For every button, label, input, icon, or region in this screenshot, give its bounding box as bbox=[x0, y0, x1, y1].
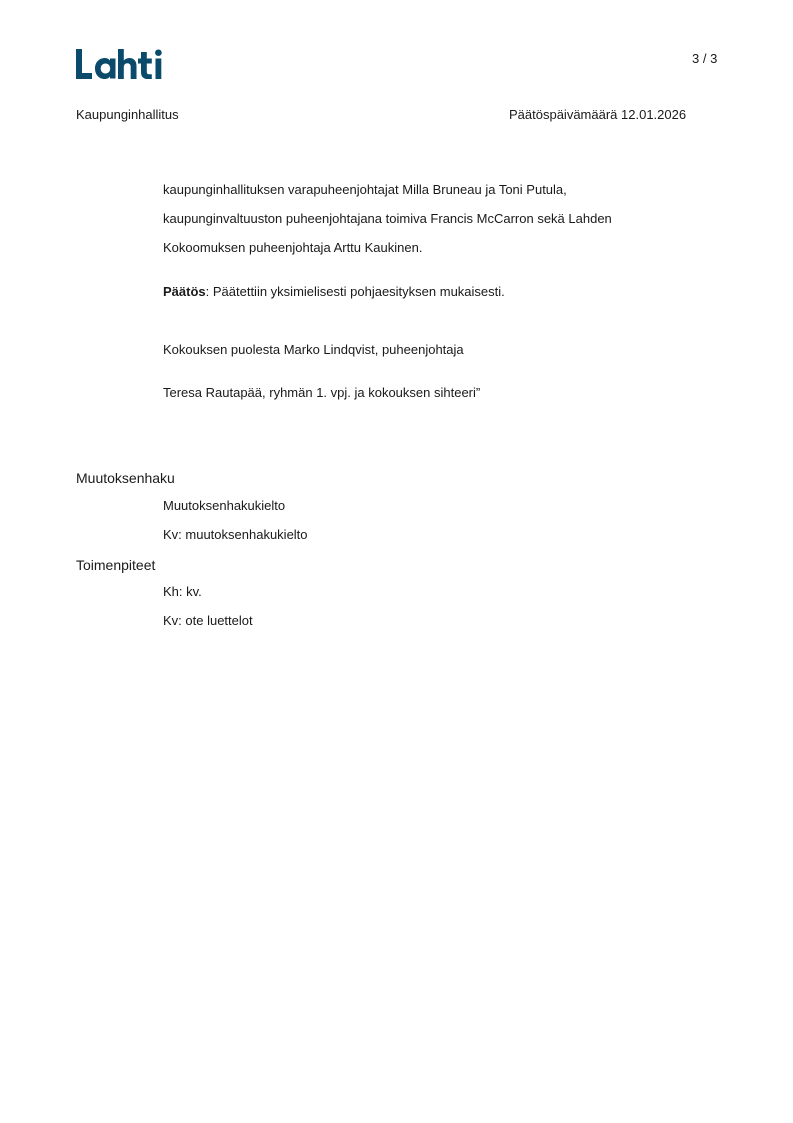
appeal-line-1: Muutoksenhakukielto bbox=[163, 498, 286, 513]
body-line-2: kaupunginvaltuuston puheenjohtajana toimiva Francis McCarron sekä Lahden bbox=[163, 211, 612, 226]
actions-line-2: Kv: ote luettelot bbox=[163, 613, 253, 628]
organization-name: Kaupunginhallitus bbox=[76, 107, 179, 122]
decision-date: Päätöspäivämäärä 12.01.2026 bbox=[509, 107, 687, 122]
body-line-3: Kokoomuksen puheenjohtaja Arttu Kaukinen. bbox=[163, 240, 423, 255]
body-line-1: kaupunginhallituksen varapuheenjohtajat Milla Bruneau ja Toni Putula, bbox=[163, 182, 567, 197]
page-number: 3 / 3 bbox=[692, 51, 718, 66]
decision-paragraph bbox=[163, 284, 505, 299]
lahti-logo bbox=[75, 48, 167, 85]
signature-secretary: Teresa Rautapää, ryhmän 1. vpj. ja kokouksen sihteeri” bbox=[163, 385, 481, 400]
appeal-heading: Muutoksenhaku bbox=[76, 470, 175, 486]
decision-label: Päätös bbox=[163, 284, 206, 299]
actions-heading: Toimenpiteet bbox=[76, 557, 156, 573]
signature-chair: Kokouksen puolesta Marko Lindqvist, puheenjohtaja bbox=[163, 342, 464, 357]
decision-text: : Päätettiin yksimielisesti pohjaesityksen mukaisesti. bbox=[205, 284, 505, 299]
actions-line-1: Kh: kv. bbox=[163, 584, 202, 599]
lahti-logo-icon bbox=[75, 48, 167, 80]
appeal-line-2: Kv: muutoksenhakukielto bbox=[163, 527, 308, 542]
